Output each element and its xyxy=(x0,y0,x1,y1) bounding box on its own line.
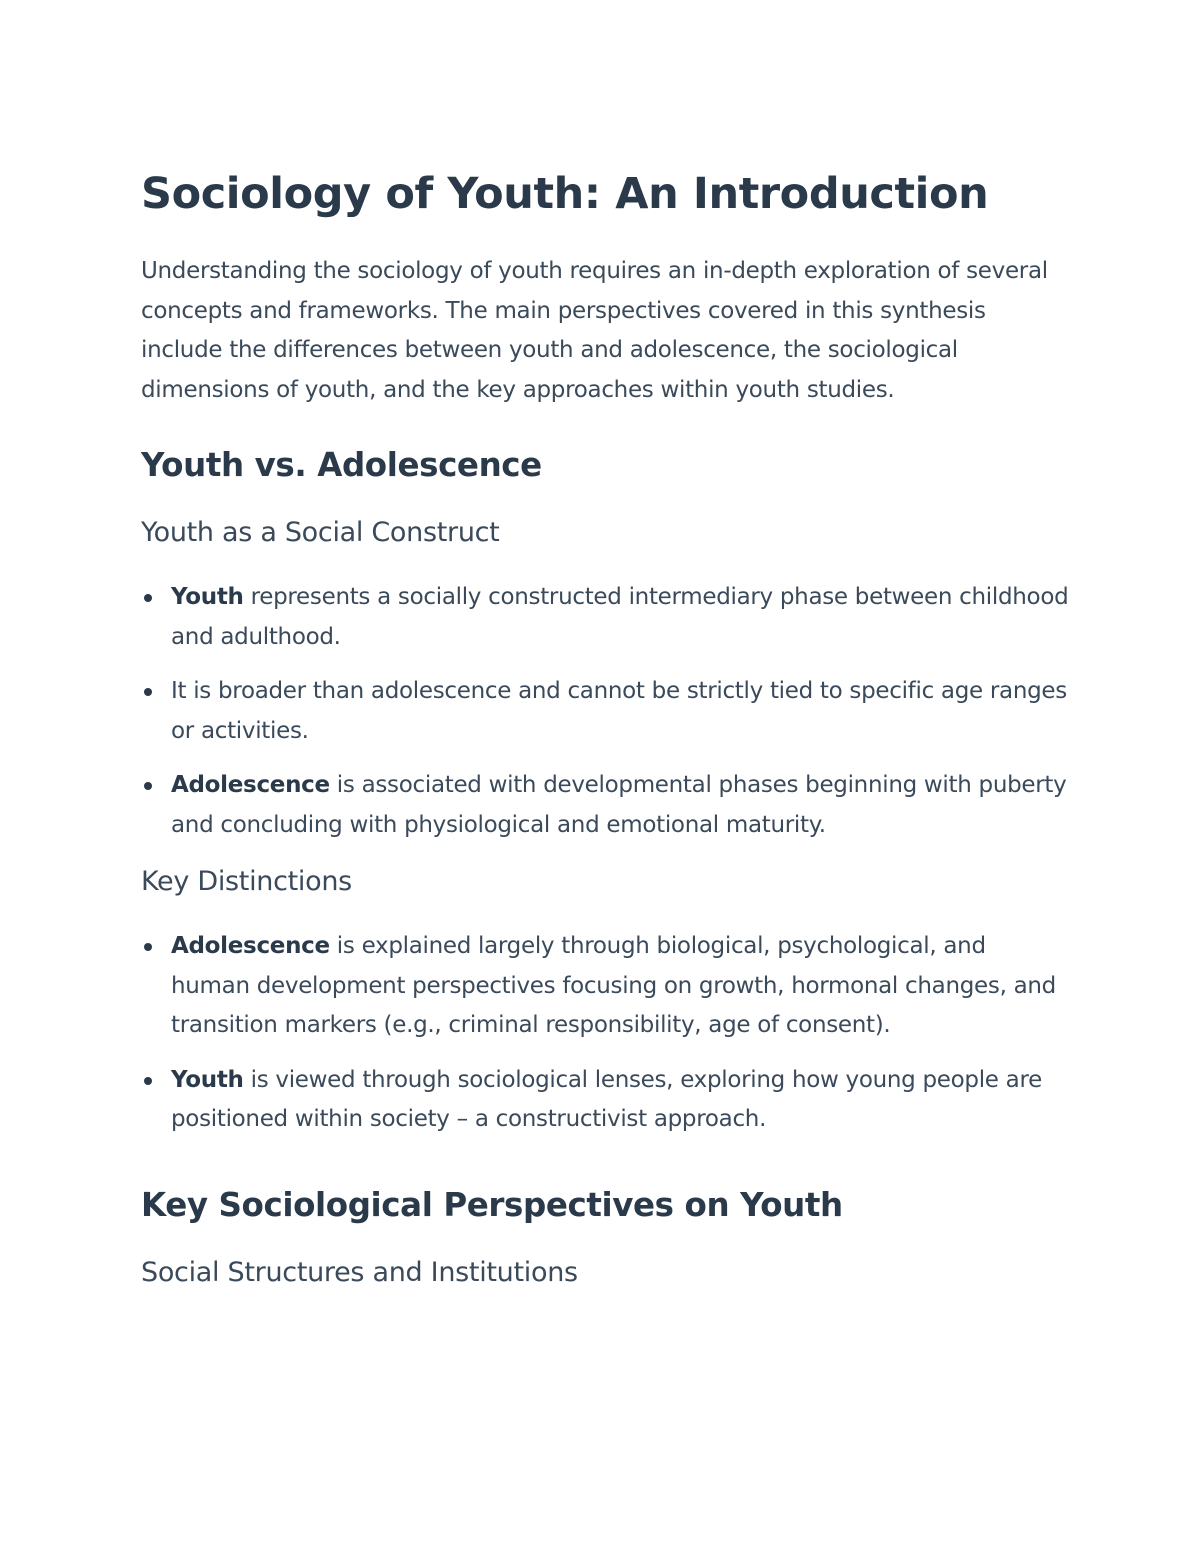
list-item-text: represents a socially constructed intermediary phase between childhood and adulthood. xyxy=(171,584,1069,650)
document-title: Sociology of Youth: An Introduction xyxy=(141,169,989,219)
intro-paragraph: Understanding the sociology of youth requires an in-depth exploration of several concepts and frameworks. The main perspectives covered in this synthesis include the differences between youth and adolescence, the sociological dimensions of youth, and the key approaches within youth studies. xyxy=(141,258,1048,403)
subheading-youth-social-construct: Youth as a Social Construct xyxy=(141,517,500,548)
bullet-list-key-distinctions xyxy=(141,927,1070,1140)
list-item-text: It is broader than adolescence and cannot be strictly tied to specific age ranges or activities. xyxy=(171,678,1067,744)
bold-term: Youth xyxy=(171,1066,244,1093)
list-item xyxy=(141,578,1070,657)
list-item xyxy=(141,1061,1070,1140)
list-item xyxy=(141,927,1070,1046)
section-heading-youth-vs-adolescence: Youth vs. Adolescence xyxy=(141,446,542,484)
list-item-text: is viewed through sociological lenses, exploring how young people are positioned within society – a constructivist approach. xyxy=(171,1066,1042,1132)
list-item xyxy=(141,766,1070,845)
list-item-text: is associated with developmental phases beginning with puberty and concluding with physiological and emotional maturity. xyxy=(171,772,1067,838)
subheading-social-structures: Social Structures and Institutions xyxy=(141,1256,578,1288)
section-heading-key-perspectives: Key Sociological Perspectives on Youth xyxy=(141,1185,843,1224)
bullet-list-social-construct xyxy=(141,578,1070,845)
list-item xyxy=(141,672,1070,751)
bold-term: Youth xyxy=(171,584,244,610)
bold-term: Adolescence xyxy=(171,772,330,798)
bold-term: Adolescence xyxy=(171,933,330,959)
subheading-key-distinctions: Key Distinctions xyxy=(141,866,352,897)
list-item-text: is explained largely through biological, psychological, and human development perspectives focusing on growth, hormonal changes, and transition markers (e.g., criminal responsibility, age of consent). xyxy=(171,933,1056,1038)
